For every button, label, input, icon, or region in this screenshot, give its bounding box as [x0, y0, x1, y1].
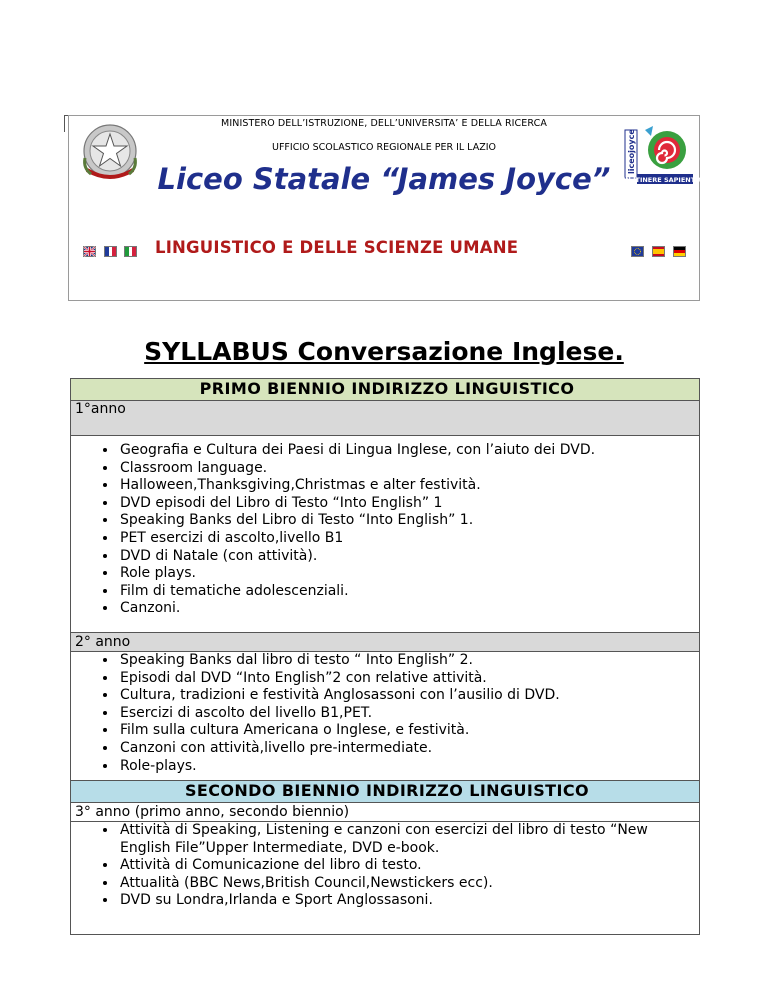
eu-flag-icon	[631, 246, 644, 257]
list-item: • Film sulla cultura Americana o Inglese, e festività.	[118, 722, 699, 740]
list-item: • Attualità (BBC News,British Council,Newstickers ecc).	[118, 875, 699, 893]
list-item: • Speaking Banks dal libro di testo “ Into English” 2.	[118, 652, 699, 670]
list-item: • Attività di Speaking, Listening e canzoni con esercizi del libro di testo “New English File”Upper Intermediate, DVD e-book.	[118, 822, 699, 857]
list-item: • Cultura, tradizioni e festività Anglosassoni con l’ausilio di DVD.	[118, 687, 699, 705]
france-flag-icon	[104, 246, 117, 257]
germany-flag-icon	[673, 246, 686, 257]
topic-list	[75, 652, 699, 775]
list-item: • Episodi dal DVD “Into English”2 con relative attività.	[118, 670, 699, 688]
italian-republic-emblem-icon	[77, 120, 143, 186]
school-name: Liceo Statale “James Joyce”	[157, 162, 611, 196]
list-item: • PET esercizi di ascolto,livello B1	[118, 530, 699, 548]
document-title: SYLLABUS Conversazione Inglese.	[144, 337, 624, 366]
logo-motto: IN ITINERE SAPIENTIAE	[622, 176, 708, 184]
year-label-text: 1°anno	[75, 401, 126, 417]
year-label	[71, 401, 700, 436]
syllabus-table	[70, 378, 700, 935]
list-item: • Canzoni.	[118, 600, 699, 618]
list-item: • Attività di Comunicazione del libro di testo.	[118, 857, 699, 875]
list-item: • Halloween,Thanksgiving,Christmas e alter festività.	[118, 477, 699, 495]
year-content	[71, 822, 700, 935]
school-subtitle: LINGUISTICO E DELLE SCIENZE UMANE	[155, 238, 519, 257]
list-item: • Canzoni con attività,livello pre-intermediate.	[118, 740, 699, 758]
italy-flag-icon	[124, 246, 137, 257]
spain-flag-icon	[652, 246, 665, 257]
list-item: • Role plays.	[118, 565, 699, 583]
list-item: • DVD di Natale (con attività).	[118, 548, 699, 566]
year-content	[71, 436, 700, 633]
topic-list	[75, 822, 699, 910]
list-item: • DVD episodi del Libro di Testo “Into English” 1	[118, 495, 699, 513]
year-label: 2° anno	[71, 633, 700, 652]
year-content	[71, 652, 700, 781]
ufficio-line: UFFICIO SCOLASTICO REGIONALE PER IL LAZIO	[272, 142, 496, 153]
list-item: • Esercizi di ascolto del livello B1,PET.	[118, 705, 699, 723]
uk-flag-icon	[83, 246, 96, 257]
list-item: • Role-plays.	[118, 758, 699, 776]
year-label: 3° anno (primo anno, secondo biennio)	[71, 803, 700, 822]
topic-list	[75, 436, 699, 618]
liceo-joyce-logo	[622, 126, 708, 186]
logo-text-vertical: liceojoyce	[627, 129, 636, 174]
list-item: • DVD su Londra,Irlanda e Sport Anglossasoni.	[118, 892, 699, 910]
letterhead	[68, 115, 708, 301]
list-item: • Film di tematiche adolescenziali.	[118, 583, 699, 601]
list-item: • Geografia e Cultura dei Paesi di Lingua Inglese, con l’aiuto dei DVD.	[118, 442, 699, 460]
section-heading: SECONDO BIENNIO INDIRIZZO LINGUISTICO	[71, 781, 700, 803]
list-item: • Speaking Banks del Libro di Testo “Into English” 1.	[118, 512, 699, 530]
list-item: • Classroom language.	[118, 460, 699, 478]
ministry-line: MINISTERO DELL’ISTRUZIONE, DELL’UNIVERSITA’ E DELLA RICERCA	[221, 118, 547, 129]
section-heading: PRIMO BIENNIO INDIRIZZO LINGUISTICO	[71, 379, 700, 401]
